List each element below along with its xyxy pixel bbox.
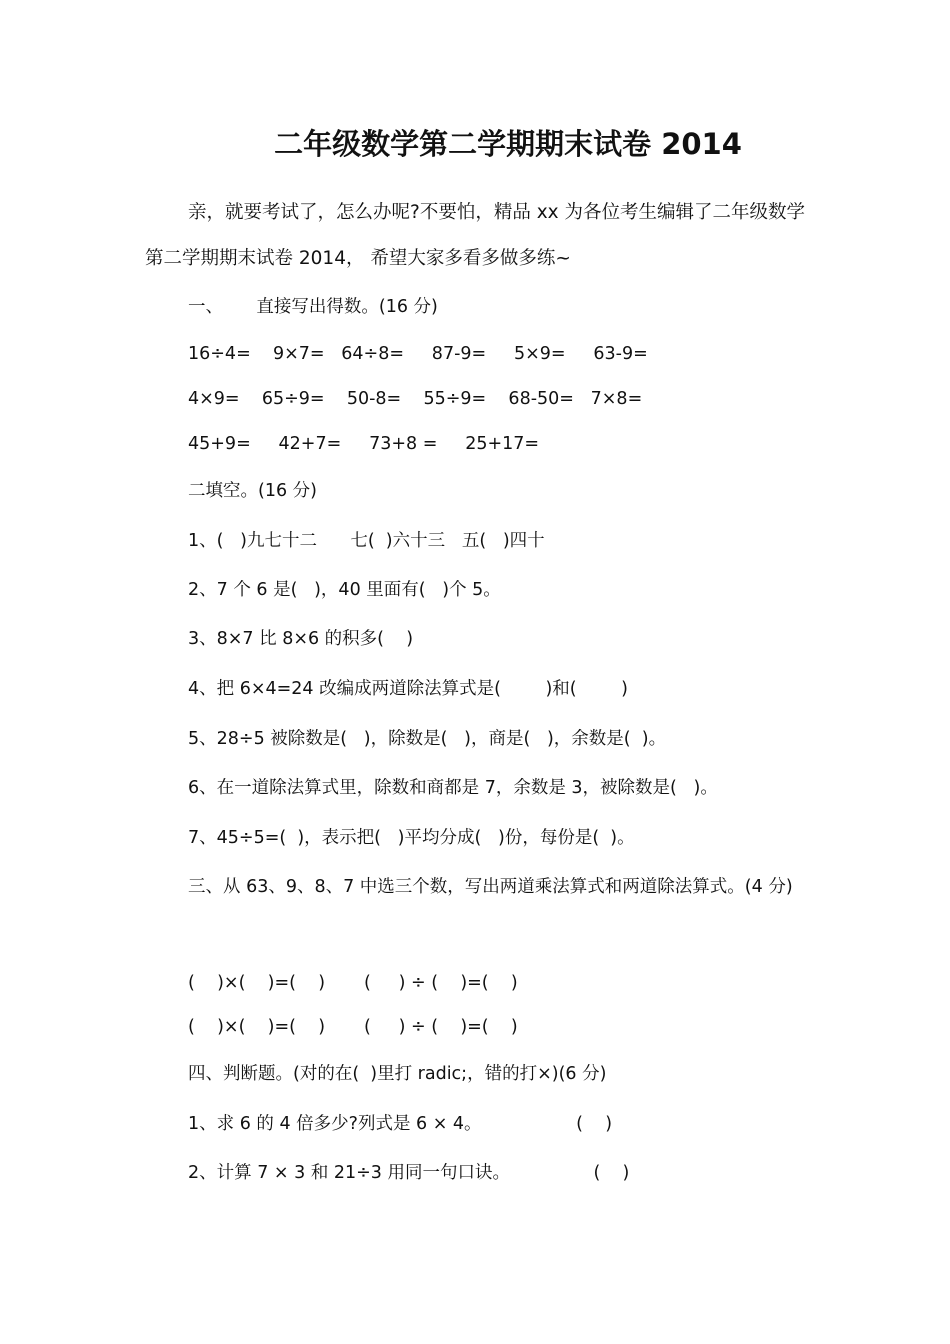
- document-title: 二年级数学第二学期期末试卷 2014: [274, 127, 742, 161]
- section2-item: 7、45÷5=( )，表示把( )平均分成( )份，每份是( )。: [188, 828, 635, 848]
- section1-heading: 一、 直接写出得数。(16 分): [188, 297, 438, 317]
- section4-heading: 四、判断题。(对的在( )里打 radic;，错的打×)(6 分): [188, 1064, 607, 1084]
- section2-heading: 二填空。(16 分): [188, 481, 317, 501]
- section3-row: ( )×( )=( ) ( ) ÷ ( )=( ): [188, 1017, 518, 1037]
- section3-heading: 三、从 63、9、8、7 中选三个数，写出两道乘法算式和两道除法算式。(4 分): [188, 877, 793, 897]
- intro-paragraph: 亲，就要考试了，怎么办呢?不要怕，精品 xx 为各位考生编辑了二年级数学第二学期期末试卷 2014， 希望大家多看多做多练~: [145, 202, 805, 269]
- section2-item: 3、8×7 比 8×6 的积多( ): [188, 629, 414, 649]
- section1-row: 45+9= 42+7= 73+8 = 25+17=: [188, 434, 540, 454]
- section4-item: 2、计算 7 × 3 和 21÷3 用同一句口诀。 ( ): [188, 1163, 630, 1183]
- section1-row: 4×9= 65÷9= 50-8= 55÷9= 68-50= 7×8=: [188, 389, 643, 409]
- section2-item: 5、28÷5 被除数是( )，除数是( )，商是( )，余数是( )。: [188, 729, 667, 749]
- section4-item: 1、求 6 的 4 倍多少?列式是 6 × 4。 ( ): [188, 1114, 613, 1134]
- section2-item: 2、7 个 6 是( )，40 里面有( )个 5。: [188, 580, 501, 600]
- section2-item: 4、把 6×4=24 改编成两道除法算式是( )和( ): [188, 679, 628, 699]
- section2-item: 1、( )九七十二 七( )六十三 五( )四十: [188, 531, 545, 551]
- section3-row: ( )×( )=( ) ( ) ÷ ( )=( ): [188, 973, 518, 993]
- section2-item: 6、在一道除法算式里，除数和商都是 7，余数是 3，被除数是( )。: [188, 778, 718, 798]
- section1-row: 16÷4= 9×7= 64÷8= 87-9= 5×9= 63-9=: [188, 344, 648, 364]
